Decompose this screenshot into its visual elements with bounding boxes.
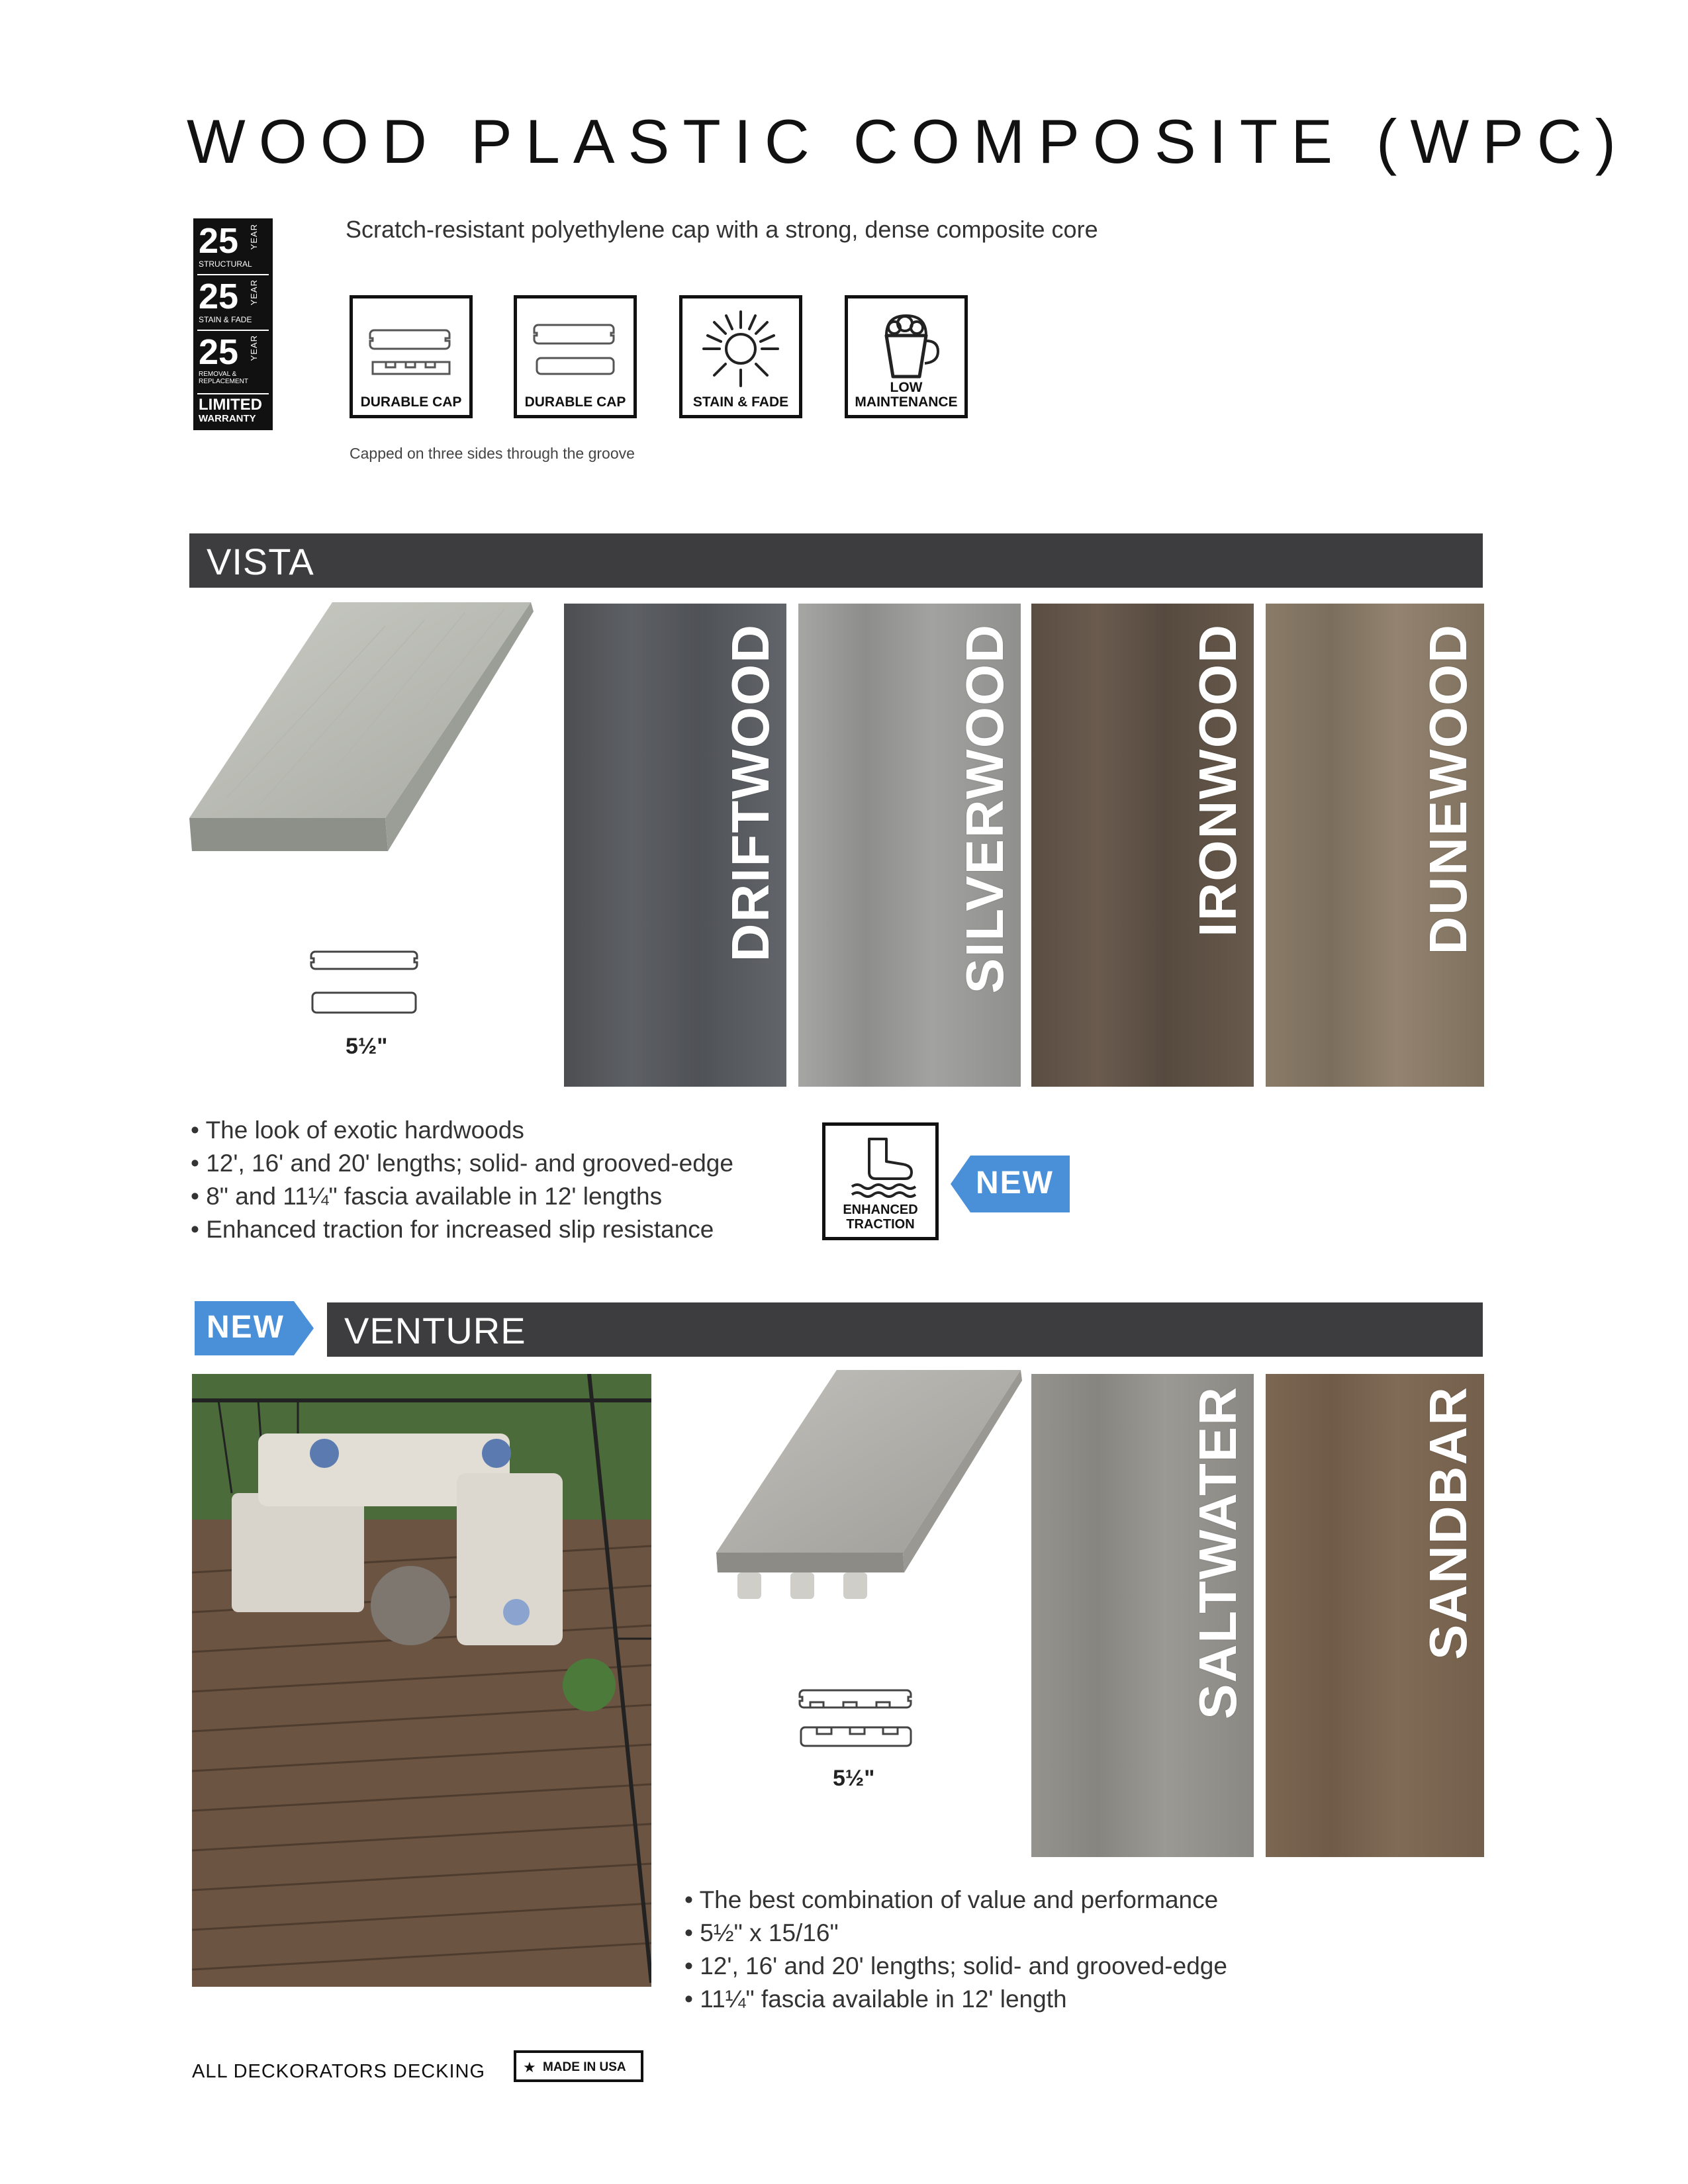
swatch-saltwater — [1031, 1374, 1254, 1857]
feature-low-maintenance — [845, 295, 968, 418]
solid-profile-icon — [517, 298, 633, 385]
made-in-usa-badge — [514, 2050, 643, 2082]
warranty-year-label: YEAR — [249, 335, 259, 361]
badge-label: MADE IN USA — [543, 2060, 626, 2074]
boot-icon — [825, 1126, 935, 1205]
swatch-dunewood — [1266, 604, 1484, 1087]
page-title: WOOD PLASTIC COMPOSITE (WPC) — [187, 107, 1629, 176]
feature-label: DURABLE CAP — [524, 394, 626, 410]
vista-new-tag: NEW — [976, 1165, 1054, 1201]
bullet-item: • 12', 16' and 20' lengths; solid- and grooved-edge — [684, 1952, 1227, 1979]
warranty-badge — [193, 218, 273, 430]
warranty-structural — [199, 221, 267, 273]
swatch-name: SILVERWOOD — [955, 623, 1014, 994]
venture-new-tag: NEW — [207, 1310, 285, 1345]
grooved-profile-icon — [353, 298, 469, 385]
swatch-name: SALTWATER — [1188, 1386, 1247, 1719]
feature-label: DURABLE CAP — [360, 394, 462, 410]
vista-heading: VISTA — [207, 541, 314, 582]
warranty-type: STRUCTURAL — [199, 259, 252, 269]
swatch-name: DUNEWOOD — [1419, 623, 1477, 955]
vista-section-bar — [189, 533, 1483, 588]
vista-bullets — [191, 1114, 733, 1246]
warranty-limited: LIMITED — [199, 396, 262, 414]
warranty-years: 25 — [199, 221, 239, 261]
vista-board-image — [187, 600, 538, 858]
venture-profile-icon — [797, 1688, 916, 1751]
divider — [197, 274, 269, 275]
bullet-item: • 8" and 11¼" fascia available in 12' lengths — [191, 1183, 663, 1210]
star-icon: ★ — [523, 2059, 536, 2075]
bullet-item: • The best combination of value and performance — [684, 1886, 1219, 1913]
venture-size: 5½" — [833, 1766, 875, 1791]
feature-stain-fade — [679, 295, 802, 418]
venture-heading: VENTURE — [344, 1310, 526, 1351]
bullet-item: • 11¼" fascia available in 12' length — [684, 1985, 1067, 2013]
swatch-ironwood — [1031, 604, 1254, 1087]
bullet-item: • The look of exotic hardwoods — [191, 1116, 524, 1144]
warranty-years: 25 — [199, 277, 239, 316]
venture-section-bar — [327, 1302, 1483, 1357]
feature-durable-cap-grooved — [350, 295, 473, 418]
swatch-name: IRONWOOD — [1188, 623, 1247, 937]
feature-label: STAIN & FADE — [692, 394, 789, 410]
warranty-year-label: YEAR — [249, 224, 259, 250]
warranty-years: 25 — [199, 332, 239, 372]
swatch-name: DRIFTWOOD — [721, 623, 780, 962]
swatch-driftwood — [564, 604, 786, 1087]
feature-label: ENHANCED TRACTION — [843, 1203, 918, 1232]
swatch-silverwood — [798, 604, 1021, 1087]
feature-label: LOW MAINTENANCE — [855, 380, 958, 410]
bullet-item: • Enhanced traction for increased slip resistance — [191, 1216, 714, 1243]
warranty-type: STAIN & FADE — [199, 315, 252, 324]
venture-deck-photo — [192, 1374, 651, 1987]
bullet-item: • 12', 16' and 20' lengths; solid- and grooved-edge — [191, 1150, 733, 1177]
warranty-year-label: YEAR — [249, 279, 259, 306]
bullet-item: • 5½" x 15/16" — [684, 1919, 839, 1946]
swatch-name: SANDBAR — [1419, 1386, 1477, 1660]
sun-icon — [682, 298, 799, 398]
profile-caption: Capped on three sides through the groove — [350, 445, 635, 462]
feature-durable-cap-solid — [514, 295, 637, 418]
divider — [197, 393, 269, 394]
warranty-type: REMOVAL & REPLACEMENT — [199, 371, 249, 385]
warranty-stain-fade — [199, 277, 267, 328]
vista-size: 5½" — [346, 1034, 388, 1059]
warranty-word: WARRANTY — [199, 413, 256, 424]
warranty-removal — [199, 332, 267, 384]
bucket-icon — [848, 298, 964, 385]
feature-enhanced-traction — [822, 1122, 939, 1240]
divider — [197, 330, 269, 331]
venture-board-image — [711, 1367, 1025, 1625]
footer-text: ALL DECKORATORS DECKING — [192, 2061, 486, 2082]
vista-profile-icon — [308, 946, 421, 1019]
venture-bullets — [684, 1884, 1227, 2016]
swatch-sandbar — [1266, 1374, 1484, 1857]
intro-text: Scratch-resistant polyethylene cap with a strong, dense composite core — [346, 216, 1098, 243]
